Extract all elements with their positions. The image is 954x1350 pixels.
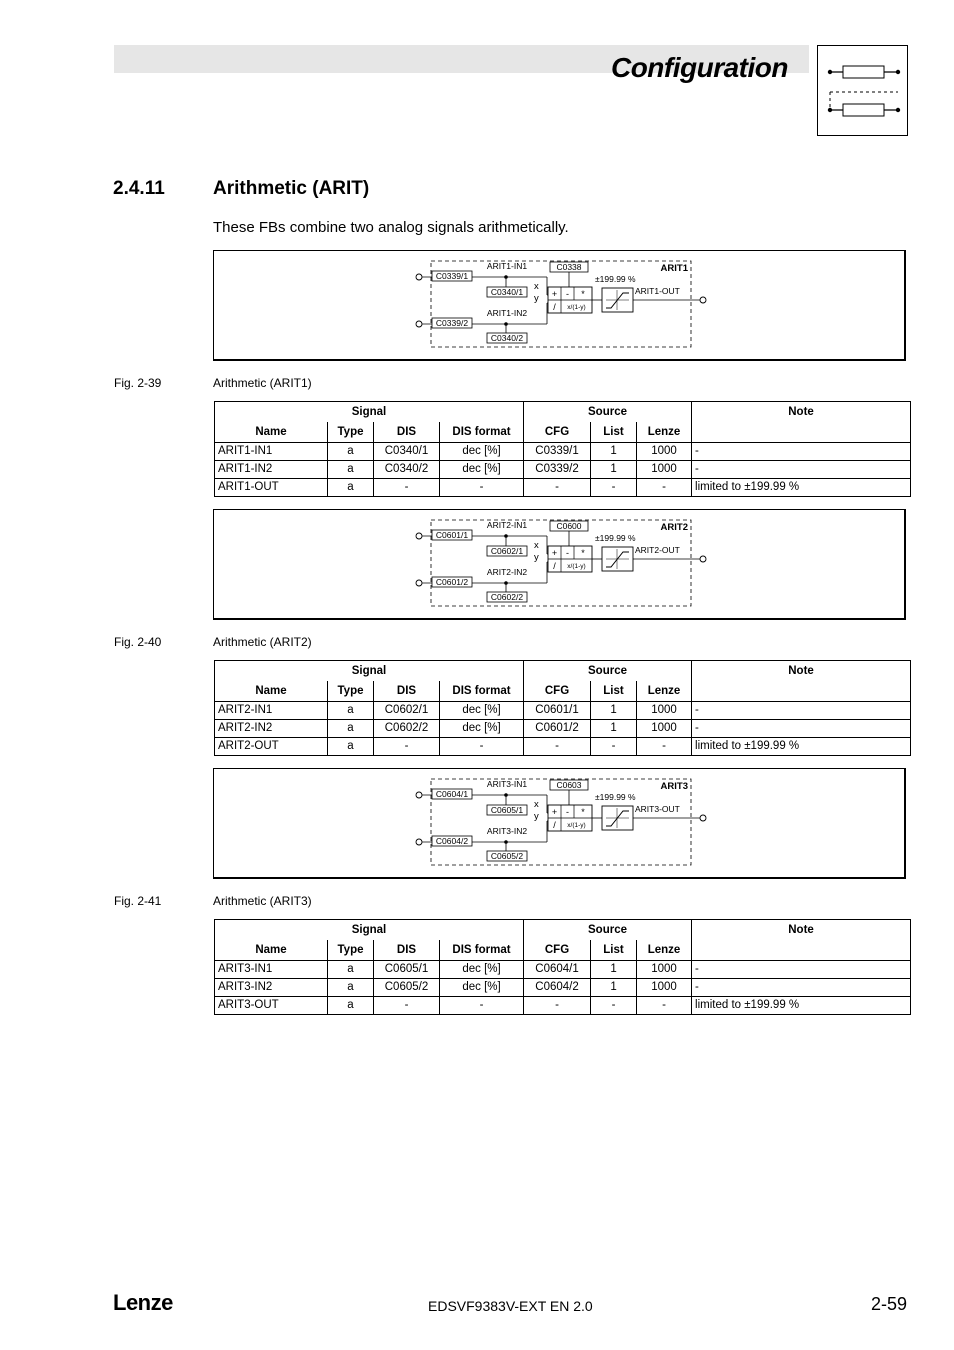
page-title: Configuration [610,52,788,83]
table-row [215,479,911,497]
name-cell: ARIT1-OUT [215,479,328,497]
limit-label: ±199.99 % [595,792,636,802]
signal-table [214,401,911,497]
lenze-header: Lenze [637,422,692,443]
signal-group-header: Signal [215,402,524,423]
list-cell: - [591,997,637,1015]
cfg-cell: C0339/1 [524,443,591,461]
source-group-header: Source [524,920,692,941]
out-label: ARIT2-OUT [635,545,680,555]
dis-cell: C0340/1 [374,443,440,461]
figure-caption: Arithmetic (ARIT2) [213,635,312,649]
op-divide: / [553,302,556,312]
y-label: y [534,293,539,304]
dis2-code: C0340/2 [490,333,524,343]
op-plus: + [551,807,558,817]
lenze-header: Lenze [637,681,692,702]
lenze-cell: - [637,997,692,1015]
section-title: Arithmetic (ARIT) [213,178,370,199]
x-label: x [534,799,539,810]
function-block-diagram [213,250,906,361]
op-multiply: * [581,289,585,299]
configuration-icon [817,45,908,136]
cfg-cell: C0604/2 [524,979,591,997]
name-cell: ARIT1-IN1 [215,443,328,461]
dis-cell: - [374,738,440,756]
in1-label: ARIT3-IN1 [486,779,528,789]
source-group-header: Source [524,402,692,423]
input-1-terminal [416,533,422,539]
signal-group-header: Signal [215,661,524,682]
list-cell: 1 [591,979,637,997]
lenze-logo: Lenze [113,1290,173,1315]
type-cell: a [328,997,374,1015]
list-cell: 1 [591,702,637,720]
op-multiply: * [581,807,585,817]
dis-cell: C0340/2 [374,461,440,479]
note-cell: - [692,961,911,979]
type-header: Type [328,681,374,702]
list-header: List [591,940,637,961]
table-row [215,461,911,479]
cfg2-code: C0601/2 [435,577,469,587]
dis-format-header: DIS format [440,940,524,961]
dis-format-cell: dec [%] [440,702,524,720]
list-cell: 1 [591,961,637,979]
lenze-cell: 1000 [637,702,692,720]
dis-cell: - [374,997,440,1015]
note-cell: - [692,979,911,997]
y-label: y [534,552,539,563]
lenze-header: Lenze [637,940,692,961]
out-label: ARIT3-OUT [635,804,680,814]
note-header: Note [692,661,911,682]
figure-number: Fig. 2-41 [114,894,162,908]
op-x-div-1-minus-y: x/(1-y) [567,304,586,311]
in1-label: ARIT2-IN1 [486,520,528,530]
function-block-diagram [213,509,906,620]
in2-label: ARIT1-IN2 [486,308,528,318]
input-1-terminal [416,792,422,798]
table-row [215,997,911,1015]
out-label: ARIT1-OUT [635,286,680,296]
table-row [215,702,911,720]
in2-label: ARIT2-IN2 [486,567,528,577]
dis1-code: C0340/1 [490,287,524,297]
name-cell: ARIT3-IN1 [215,961,328,979]
dis-header: DIS [374,940,440,961]
figure-caption: Arithmetic (ARIT1) [213,376,312,390]
signal-table [214,660,911,756]
list-cell: 1 [591,443,637,461]
dis-format-cell: - [440,997,524,1015]
signal-group-header: Signal [215,920,524,941]
table-row [215,738,911,756]
name-cell: ARIT3-IN2 [215,979,328,997]
name-cell: ARIT1-IN2 [215,461,328,479]
op-minus: - [566,289,569,299]
table-row [215,961,911,979]
dis-format-cell: dec [%] [440,961,524,979]
op-divide: / [553,820,556,830]
cfg1-code: C0601/1 [435,530,469,540]
section-intro: These FBs combine two analog signals arithmetically. [213,219,569,236]
cfg-cell: C0601/2 [524,720,591,738]
name-cell: ARIT3-OUT [215,997,328,1015]
page-number: 2-59 [871,1294,908,1314]
list-cell: 1 [591,720,637,738]
cfg-cell: C0604/1 [524,961,591,979]
table-row [215,720,911,738]
dis1-code: C0602/1 [490,546,524,556]
list-header: List [591,681,637,702]
op-plus: + [551,289,558,299]
section-number: 2.4.11 [113,178,165,199]
type-cell: a [328,961,374,979]
lenze-cell: 1000 [637,720,692,738]
lenze-cell: 1000 [637,443,692,461]
dis-header: DIS [374,681,440,702]
dis-cell: C0602/1 [374,702,440,720]
note-header: Note [692,920,911,941]
function-code: C0338 [556,262,582,272]
lenze-cell: 1000 [637,961,692,979]
block-label: ARIT3 [660,781,688,792]
dis-format-cell: dec [%] [440,979,524,997]
dis-cell: C0605/1 [374,961,440,979]
cfg-cell: C0601/1 [524,702,591,720]
op-minus: - [566,548,569,558]
dis2-code: C0605/2 [490,851,524,861]
op-divide: / [553,561,556,571]
dis-format-cell: dec [%] [440,461,524,479]
table-row [215,979,911,997]
name-header: Name [215,940,328,961]
output-terminal [700,297,706,303]
dis2-code: C0602/2 [490,592,524,602]
type-cell: a [328,720,374,738]
document-id: EDSVF9383V-EXT EN 2.0 [428,1298,593,1314]
input-2-terminal [416,580,422,586]
cfg2-code: C0339/2 [435,318,469,328]
note-cell: - [692,702,911,720]
dis-format-cell: dec [%] [440,443,524,461]
note-cell: limited to ±199.99 % [692,479,911,497]
dis-format-header: DIS format [440,422,524,443]
input-2-terminal [416,321,422,327]
op-minus: - [566,807,569,817]
block-label: ARIT1 [660,263,688,274]
input-2-terminal [416,839,422,845]
note-cell: - [692,443,911,461]
dis1-code: C0605/1 [490,805,524,815]
list-header: List [591,422,637,443]
table-row [215,443,911,461]
figure-number: Fig. 2-39 [114,376,162,390]
list-cell: - [591,738,637,756]
note-cell: - [692,461,911,479]
cfg-cell: C0339/2 [524,461,591,479]
note-cell: - [692,720,911,738]
dis-format-cell: dec [%] [440,720,524,738]
cfg-cell: - [524,479,591,497]
output-terminal [700,815,706,821]
cfg-header: CFG [524,422,591,443]
dis-cell: C0605/2 [374,979,440,997]
function-code: C0600 [556,521,582,531]
type-header: Type [328,422,374,443]
lenze-cell: - [637,479,692,497]
type-cell: a [328,443,374,461]
lenze-cell: - [637,738,692,756]
dis-format-cell: - [440,479,524,497]
dis-format-cell: - [440,738,524,756]
note-header: Note [692,402,911,423]
cfg2-code: C0604/2 [435,836,469,846]
cfg1-code: C0604/1 [435,789,469,799]
type-cell: a [328,479,374,497]
cfg1-code: C0339/1 [435,271,469,281]
dis-cell: C0602/2 [374,720,440,738]
input-1-terminal [416,274,422,280]
lenze-cell: 1000 [637,979,692,997]
x-label: x [534,281,539,292]
limit-label: ±199.99 % [595,533,636,543]
cfg-cell: - [524,997,591,1015]
figure-number: Fig. 2-40 [114,635,162,649]
function-code: C0603 [556,780,582,790]
type-cell: a [328,702,374,720]
signal-table [214,919,911,1015]
op-multiply: * [581,548,585,558]
cfg-header: CFG [524,940,591,961]
cfg-header: CFG [524,681,591,702]
name-cell: ARIT2-OUT [215,738,328,756]
op-x-div-1-minus-y: x/(1-y) [567,563,586,570]
list-cell: - [591,479,637,497]
name-header: Name [215,422,328,443]
block-label: ARIT2 [660,522,688,533]
note-cell: limited to ±199.99 % [692,738,911,756]
source-group-header: Source [524,661,692,682]
op-plus: + [551,548,558,558]
name-cell: ARIT2-IN1 [215,702,328,720]
name-header: Name [215,681,328,702]
name-cell: ARIT2-IN2 [215,720,328,738]
figure-caption: Arithmetic (ARIT3) [213,894,312,908]
y-label: y [534,811,539,822]
type-cell: a [328,738,374,756]
type-header: Type [328,940,374,961]
x-label: x [534,540,539,551]
limit-label: ±199.99 % [595,274,636,284]
type-cell: a [328,461,374,479]
op-x-div-1-minus-y: x/(1-y) [567,822,586,829]
type-cell: a [328,979,374,997]
output-terminal [700,556,706,562]
dis-format-header: DIS format [440,681,524,702]
in2-label: ARIT3-IN2 [486,826,528,836]
note-cell: limited to ±199.99 % [692,997,911,1015]
dis-header: DIS [374,422,440,443]
cfg-cell: - [524,738,591,756]
function-block-diagram [213,768,906,879]
dis-cell: - [374,479,440,497]
list-cell: 1 [591,461,637,479]
lenze-cell: 1000 [637,461,692,479]
in1-label: ARIT1-IN1 [486,261,528,271]
